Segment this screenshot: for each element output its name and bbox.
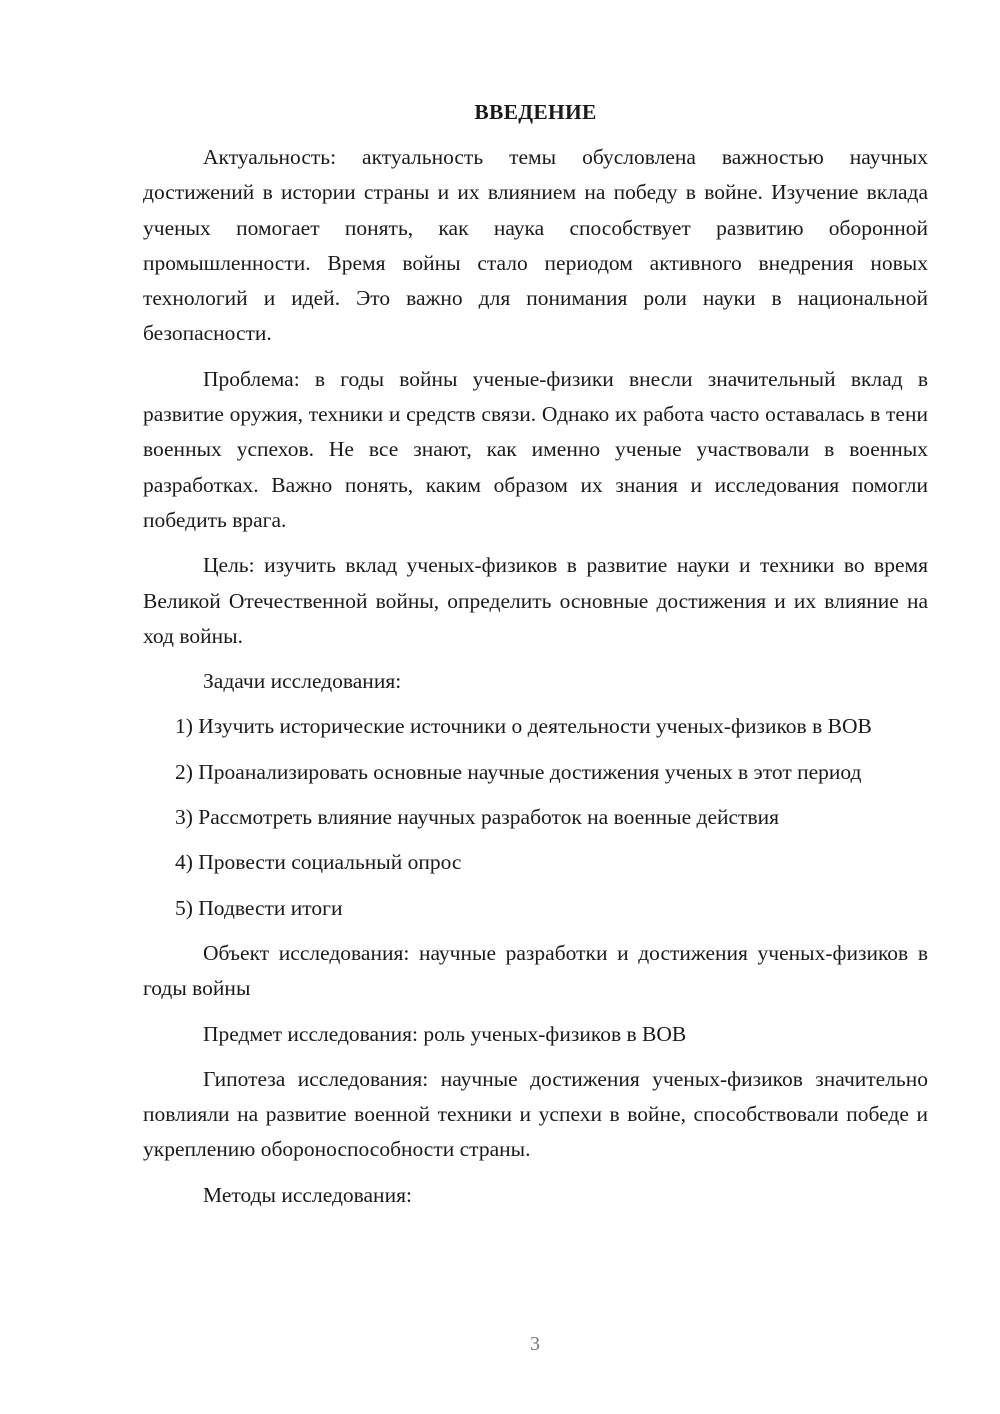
paragraph-goal: Цель: изучить вклад ученых-физиков в развитие науки и техники во время Великой Отечественной войны, определить основные достижения и их влияние на ход войны.: [143, 553, 928, 648]
page-number: 3: [530, 1333, 540, 1355]
paragraph-object: Объект исследования: научные разработки и достижения ученых-физиков в годы войны: [143, 940, 928, 1001]
page-content: [143, 95, 928, 1223]
list-item: 4) Провести социальный опрос: [175, 850, 462, 875]
paragraph-subject: Предмет исследования: роль ученых-физиков в ВОВ: [203, 1021, 687, 1046]
tasks-heading: Задачи исследования:: [203, 669, 402, 694]
paragraph-relevance: Актуальность: актуальность темы обусловлена важностью научных достижений в истории страны и их влиянием на победу в войне. Изучение вклада ученых помогает понять, как наука способствует развитию оборонной промышленности. Время войны стало периодом активного внедрения новых технологий и идей. Это важно для понимания роли науки в национальной безопасности.: [143, 145, 928, 346]
list-item: 2) Проанализировать основные научные достижения ученых в этот период: [175, 759, 862, 784]
tasks-list: [143, 709, 928, 925]
list-item: 5) Подвести итоги: [175, 895, 343, 920]
paragraph-problem: Проблема: в годы войны ученые-физики внесли значительный вклад в развитие оружия, техники и средств связи. Однако их работа часто оставалась в тени военных успехов. Не все знают, как именно ученые участвовали в военных разработках. Важно понять, каким образом их знания и исследования помогли победить врага.: [143, 366, 928, 532]
section-title: ВВЕДЕНИЕ: [474, 100, 597, 124]
paragraph-hypothesis: Гипотеза исследования: научные достижения ученых-физиков значительно повлияли на развитие военной техники и успехи в войне, способствовали победе и укреплению обороноспособности страны.: [143, 1066, 928, 1162]
list-item: 1) Изучить исторические источники о деятельности ученых-физиков в ВОВ: [175, 714, 872, 739]
methods-heading: Методы исследования:: [203, 1182, 412, 1207]
list-item: 3) Рассмотреть влияние научных разработок на военные действия: [175, 805, 779, 830]
